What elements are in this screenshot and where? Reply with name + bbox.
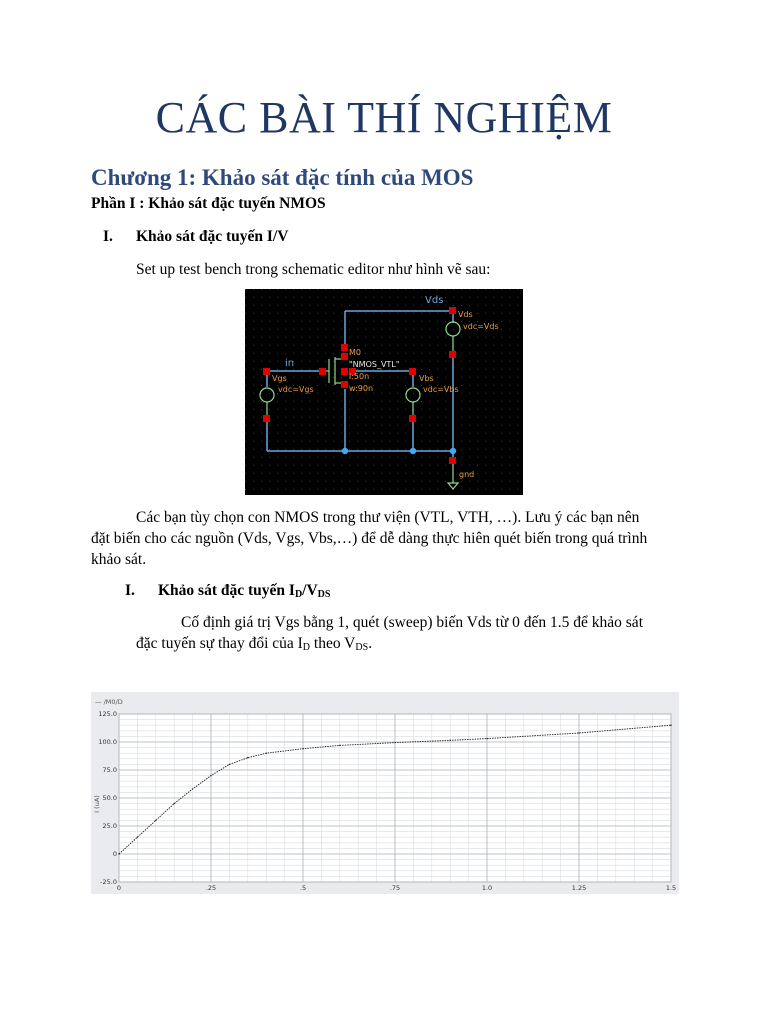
schem-label-m0: M0 bbox=[349, 348, 361, 357]
paragraph-line-2: đặt biến cho các nguồn (Vds, Vgs, Vbs,…) để dễ dàng thực hiên quét biến trong quá trình bbox=[91, 530, 648, 547]
x-tick-label: .75 bbox=[389, 884, 401, 892]
data-point bbox=[174, 803, 175, 804]
schem-label-model: "NMOS_VTL" bbox=[349, 360, 400, 369]
data-point bbox=[192, 788, 193, 789]
chart-legend: — /M0/D bbox=[95, 698, 123, 706]
y-tick-label: -25.0 bbox=[100, 878, 117, 886]
schem-label-l: l:50n bbox=[349, 372, 370, 381]
data-point bbox=[670, 725, 671, 726]
x-tick-label: 1.0 bbox=[481, 884, 493, 892]
y-tick-label: 75.0 bbox=[102, 766, 117, 774]
data-point bbox=[486, 738, 487, 739]
section-heading-iv bbox=[103, 228, 403, 248]
schem-label-vds-src: Vds bbox=[458, 310, 473, 319]
sweep-paragraph bbox=[136, 612, 696, 658]
chapter-heading: Chương 1: Khảo sát đặc tính của MOS bbox=[91, 165, 474, 190]
section2-label: Khảo sát đặc tuyến $I_D/V_{DS}$ bbox=[158, 582, 331, 600]
schem-label-in: in bbox=[285, 358, 295, 369]
x-tick-label: 1.5 bbox=[665, 884, 677, 892]
paragraph-line-1: Các bạn tùy chọn con NMOS trong thư viện (VTL, VTH, …). Lưu ý các bạn nên bbox=[136, 509, 640, 526]
data-point bbox=[118, 853, 119, 854]
x-tick-label: .25 bbox=[205, 884, 217, 892]
setup-text: Set up test bench trong schematic editor như hình vẽ sau: bbox=[136, 261, 491, 278]
y-axis-label: I (uA) bbox=[93, 795, 101, 813]
data-point bbox=[302, 748, 303, 749]
schem-label-vbs-src: Vbs bbox=[419, 374, 434, 383]
data-point bbox=[137, 837, 138, 838]
sweep-line-2: đặc tuyến sự thay đổi của $I_D$ theo $V_{DS}$. bbox=[136, 635, 373, 653]
description-paragraph bbox=[91, 507, 691, 570]
section-label: Khảo sát đặc tuyến I/V bbox=[136, 228, 289, 245]
schem-label-vdc-vgs: vdc=Vgs bbox=[278, 385, 314, 394]
y-tick-label: 50.0 bbox=[102, 794, 117, 802]
y-tick-label: 100.0 bbox=[98, 738, 117, 746]
section2-number: I. bbox=[125, 582, 135, 599]
data-point bbox=[155, 820, 156, 821]
data-point bbox=[210, 775, 211, 776]
schem-label-vds: Vds bbox=[425, 295, 444, 306]
x-tick-label: .5 bbox=[299, 884, 307, 892]
schem-label-w: w:90n bbox=[349, 384, 374, 393]
schematic-image bbox=[245, 289, 523, 495]
data-point bbox=[247, 757, 248, 758]
x-tick-label: 0 bbox=[116, 884, 122, 892]
section-number: I. bbox=[103, 228, 113, 245]
x-tick-label: 1.25 bbox=[571, 884, 587, 892]
data-point bbox=[266, 753, 267, 754]
data-point bbox=[229, 764, 230, 765]
paragraph-line-3: khảo sát. bbox=[91, 551, 147, 568]
y-tick-label: 0 bbox=[112, 850, 117, 858]
section-heading-id-vds bbox=[125, 582, 425, 602]
data-point bbox=[339, 745, 340, 746]
id-vds-chart bbox=[91, 692, 679, 894]
data-point bbox=[578, 732, 579, 733]
data-point bbox=[450, 740, 451, 741]
part-heading: Phần I : Khảo sát đặc tuyến NMOS bbox=[91, 195, 326, 212]
sweep-line-1: Cố định giá trị Vgs bằng 1, quét (sweep) biến Vds từ 0 đến 1.5 để khảo sát bbox=[181, 614, 643, 631]
y-tick-label: 25.0 bbox=[102, 822, 117, 830]
schem-label-gnd: gnd bbox=[459, 470, 475, 479]
schem-label-vdc-vbs: vdc=Vbs bbox=[423, 385, 459, 394]
page-title: CÁC BÀI THÍ NGHIỆM bbox=[155, 93, 613, 142]
data-point bbox=[394, 742, 395, 743]
y-tick-label: 125.0 bbox=[98, 710, 117, 718]
schem-label-vgs-src: Vgs bbox=[272, 374, 287, 383]
schem-label-vdc-vds: vdc=Vds bbox=[463, 322, 499, 331]
